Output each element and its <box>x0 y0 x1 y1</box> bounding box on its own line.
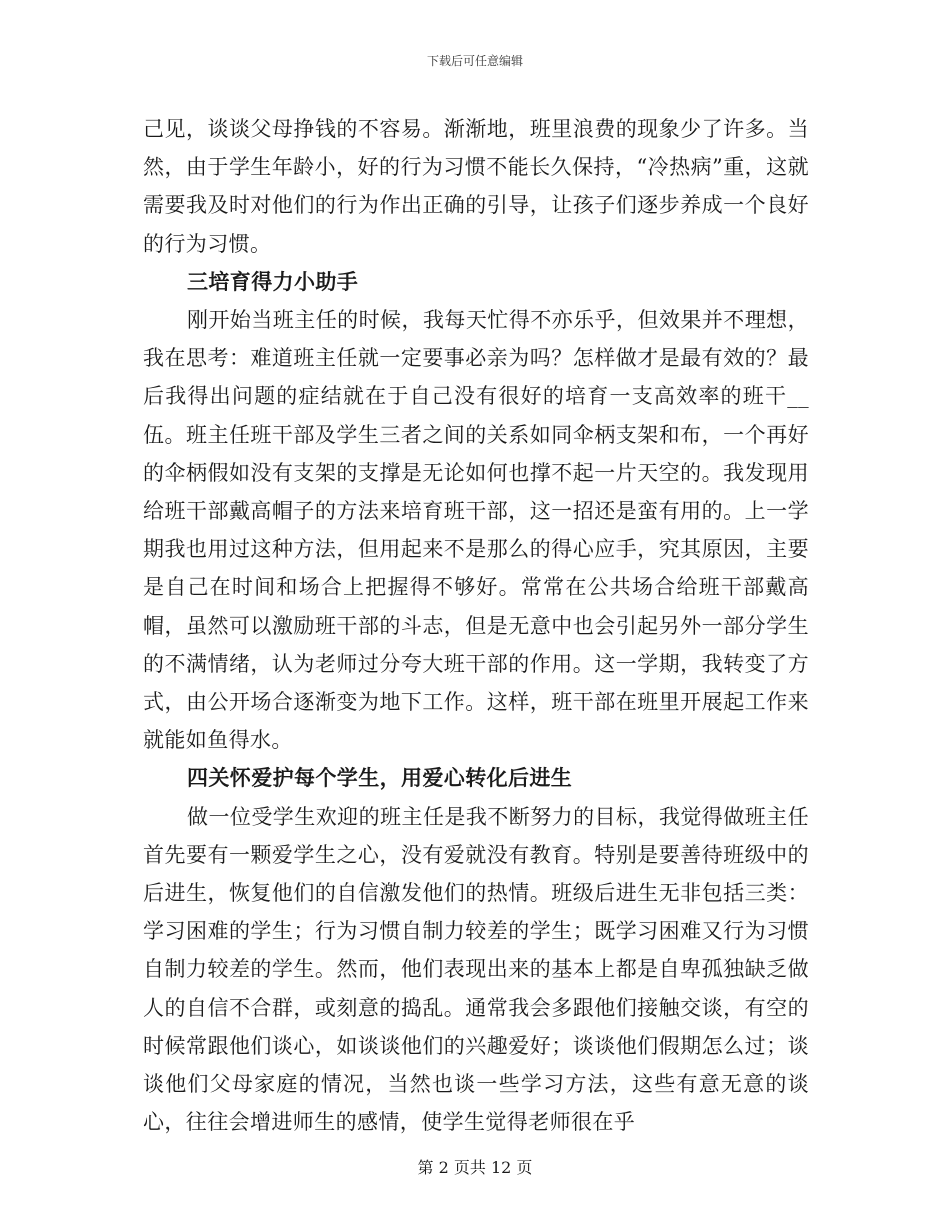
page-header: 下载后可任意编辑 <box>426 54 523 68</box>
section-heading-3: 三培育得力小助手 <box>187 268 359 294</box>
paragraph-care-students: 做一位受学生欢迎的班主任是我不断努力的目标，我觉得做班主任首先要有一颗爱学生之心，没有爱就没有教育。特别是要善待班级中的后进生，恢复他们的自信激发他们的热情。班级后进生无非包括三类：学习困难的学生；行为习惯自制力较差的学生；既学习困难又行为习惯自制力较差的学生。然而，他们表现出来的基本上都是自卑孤独缺乏做人的自信不合群，或刻意的捣乱。通常我会多跟他们接触交谈，有空的时候常跟他们谈心，如谈谈他们的兴趣爱好；谈谈他们假期怎么过；谈谈他们父母家庭的情况，当然也谈一些学习方法，这些有意无意的谈心，往往会增进师生的感情，使学生觉得老师很在乎 <box>143 804 809 1135</box>
section-heading-4: 四关怀爱护每个学生，用爱心转化后进生 <box>187 765 573 791</box>
paragraph-class-cadres: 刚开始当班主任的时候，我每天忙得不亦乐乎，但效果并不理想，我在思考：难道班主任就一定要事必亲为吗？怎样做才是最有效的？最后我得出问题的症结就在于自己没有很好的培育一支高效率的班干__伍。班主任班干部及学生三者之间的关系如同伞柄支架和布，一个再好的伞柄假如没有支架的支撑是无论如何也撑不起一片天空的。我发现用给班干部戴高帽子的方法来培育班干部，这一招还是蛮有用的。上一学期我也用过这种方法，但用起来不是那么的得心应手，究其原因，主要是自己在时间和场合上把握得不够好。常常在公共场合给班干部戴高帽，虽然可以激励班干部的斗志，但是无意中也会引起另外一部分学生的不满情绪，认为老师过分夸大班干部的作用。这一学期，我转变了方式，由公开场合逐渐变为地下工作。这样，班干部在班里开展起工作来就能如鱼得水。 <box>143 308 809 753</box>
page-number: 第 2 页共 12 页 <box>417 1158 533 1177</box>
paragraph-continuation: 己见，谈谈父母挣钱的不容易。渐渐地，班里浪费的现象少了许多。当然，由于学生年龄小，好的行为习惯不能长久保持，“冷热病”重，这就需要我及时对他们的行为作出正确的引导，让孩子们逐步养成一个良好的行为习惯。 <box>143 117 809 256</box>
document-body <box>143 110 809 1141</box>
